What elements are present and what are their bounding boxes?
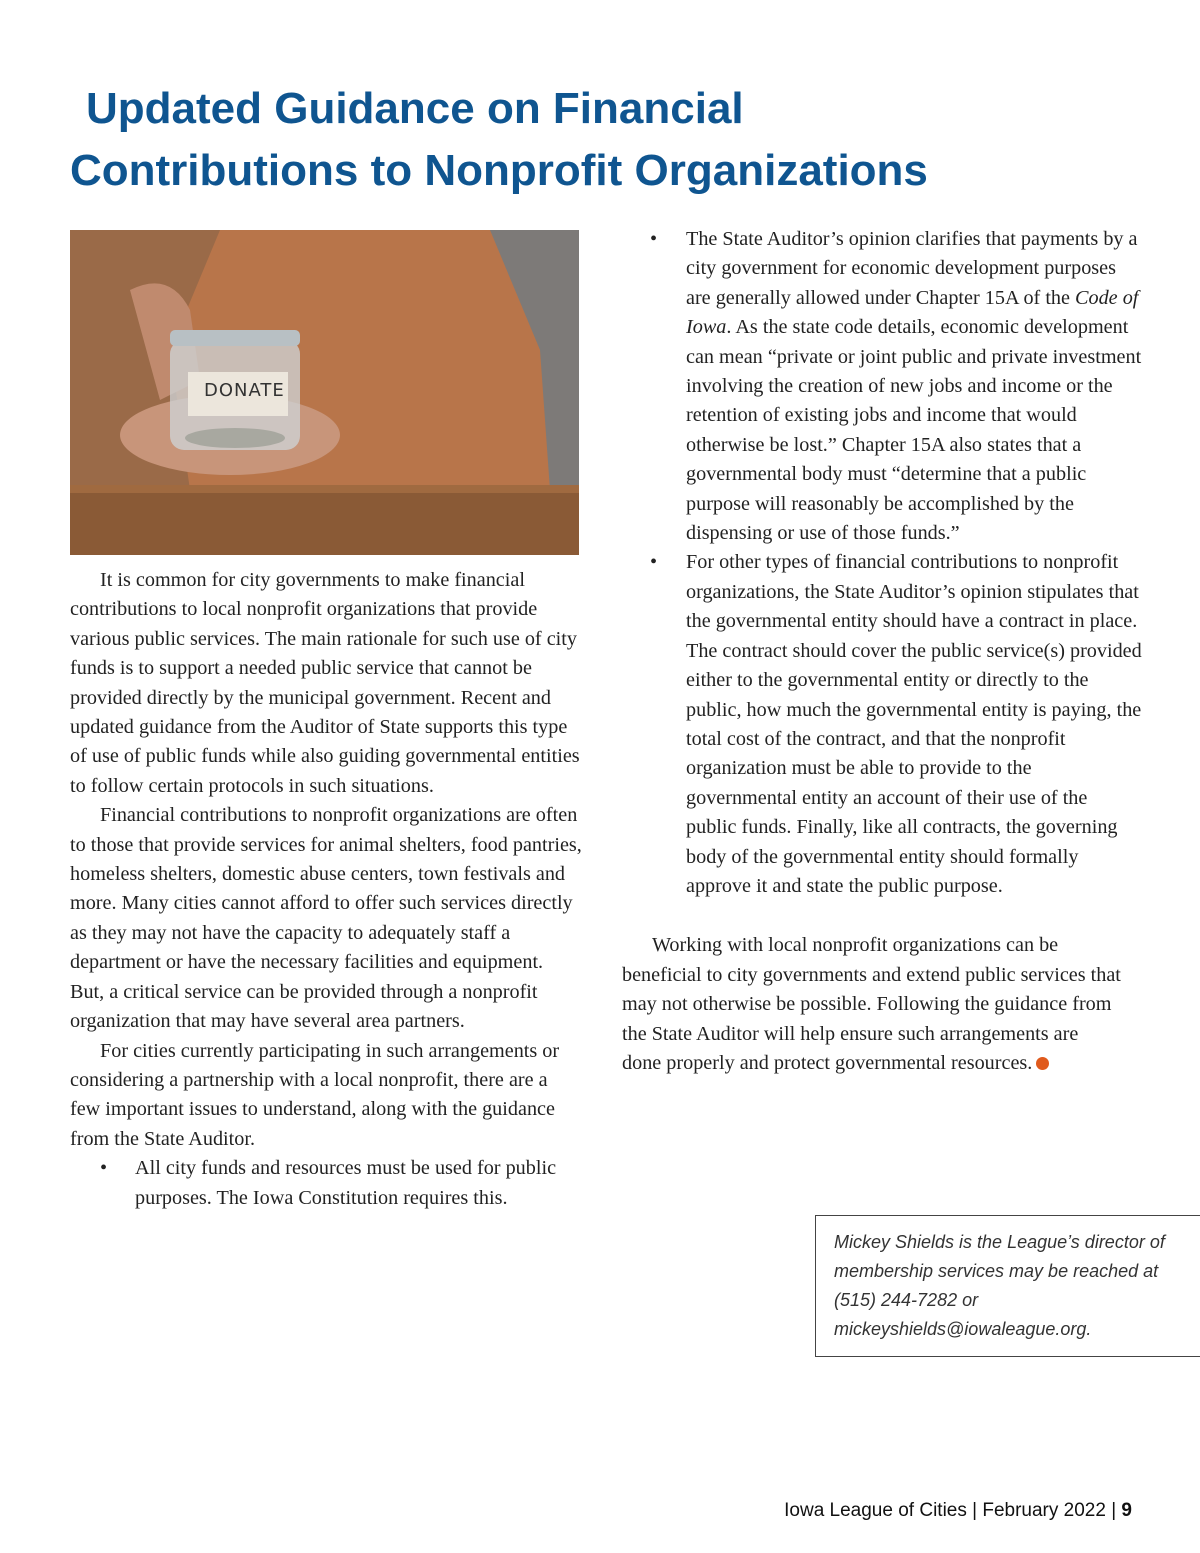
- end-mark-icon: [1036, 1057, 1049, 1070]
- paragraph: It is common for city governments to make financial contributions to local nonprofit organizations that provide various public services. The main rationale for such use of city funds is to support a needed public service that cannot be provided directly by the municipal government. Recent and updated guidance from the Auditor of State supports this type of use of public funds while also guiding governmental entities to follow certain protocols in such situations.: [70, 569, 580, 797]
- closing-paragraph: [622, 931, 1122, 1078]
- bullet-list: [70, 1154, 582, 1213]
- code-of-iowa-citation: Code of Iowa: [686, 286, 1139, 339]
- donation-jar-photo: [70, 230, 579, 555]
- bullet-text: All city funds and resources must be used for public purposes. The Iowa Constitution requires this.: [135, 1157, 557, 1209]
- bullet-text: . As the state code details, economic development can mean “private or joint public and private investment involving the creation of new jobs and income or the retention of existing jobs and income that would otherwise be lost.” Chapter 15A also states that a governmental body must “determine that a public purpose will reasonably be accomplished by the dispensing or use of those funds.”: [686, 316, 1142, 545]
- article-title: [70, 78, 1150, 202]
- bullet-text: The State Auditor’s opinion clarifies that payments by a city government for economic development purposes are generally allowed under Chapter 15A of the: [686, 228, 1138, 309]
- closing-text: Working with local nonprofit organizations can be beneficial to city governments and extend public services that may not otherwise be possible. Following the guidance from the State Auditor will help ensure such arrangements are done properly and protect governmental resources.: [622, 934, 1121, 1074]
- donate-label: DONATE: [204, 380, 285, 401]
- donation-jar-illustration: [70, 230, 579, 555]
- paragraph: Financial contributions to nonprofit organizations are often to those that provide services for animal shelters, food pantries, homeless shelters, domestic abuse centers, town festivals and more. Many cities cannot afford to offer such services directly as they may not have the capacity to adequately staff a department or have the necessary facilities and equipment. But, a critical service can be provided through a nonprofit organization that may have several area partners.: [70, 804, 582, 1033]
- list-item: [70, 1154, 582, 1213]
- page-number: 9: [1121, 1500, 1132, 1521]
- paragraph: For cities currently participating in such arrangements or considering a partnership with a local nonprofit, there are a few important issues to understand, along with the guidance from the State Auditor.: [70, 1039, 560, 1150]
- bullet-text: For other types of financial contributions to nonprofit organizations, the State Auditor’s opinion stipulates that the governmental entity should have a contract in place. The contract should cover the public service(s) provided either to the governmental entity or directly to the public, how much the governmental entity is paying, the total cost of the contract, and that the nonprofit organization must be able to provide to the governmental entity an account of their use of the public funds. Finally, like all contracts, the governing body of the governmental entity should formally approve it and state the public purpose.: [686, 551, 1142, 897]
- page-footer: [784, 1500, 1132, 1522]
- bullet-list: [622, 225, 1142, 901]
- bullet-marker: •: [650, 551, 658, 574]
- bullet-marker: •: [100, 1157, 108, 1180]
- list-item: [622, 225, 1142, 548]
- right-column: [622, 225, 1142, 1078]
- article-title-line-1: Updated Guidance on Financial: [86, 84, 744, 133]
- list-item: [622, 548, 1142, 901]
- left-column: [70, 566, 582, 1213]
- author-bio-box: Mickey Shields is the League’s director of membership services may be reached at (515) 244-7282 or mickeyshields@iowaleague.org.: [815, 1215, 1200, 1357]
- bullet-marker: •: [650, 228, 658, 250]
- article-title-line-2: Contributions to Nonprofit Organizations: [70, 146, 928, 195]
- footer-text: Iowa League of Cities | February 2022 |: [784, 1500, 1122, 1521]
